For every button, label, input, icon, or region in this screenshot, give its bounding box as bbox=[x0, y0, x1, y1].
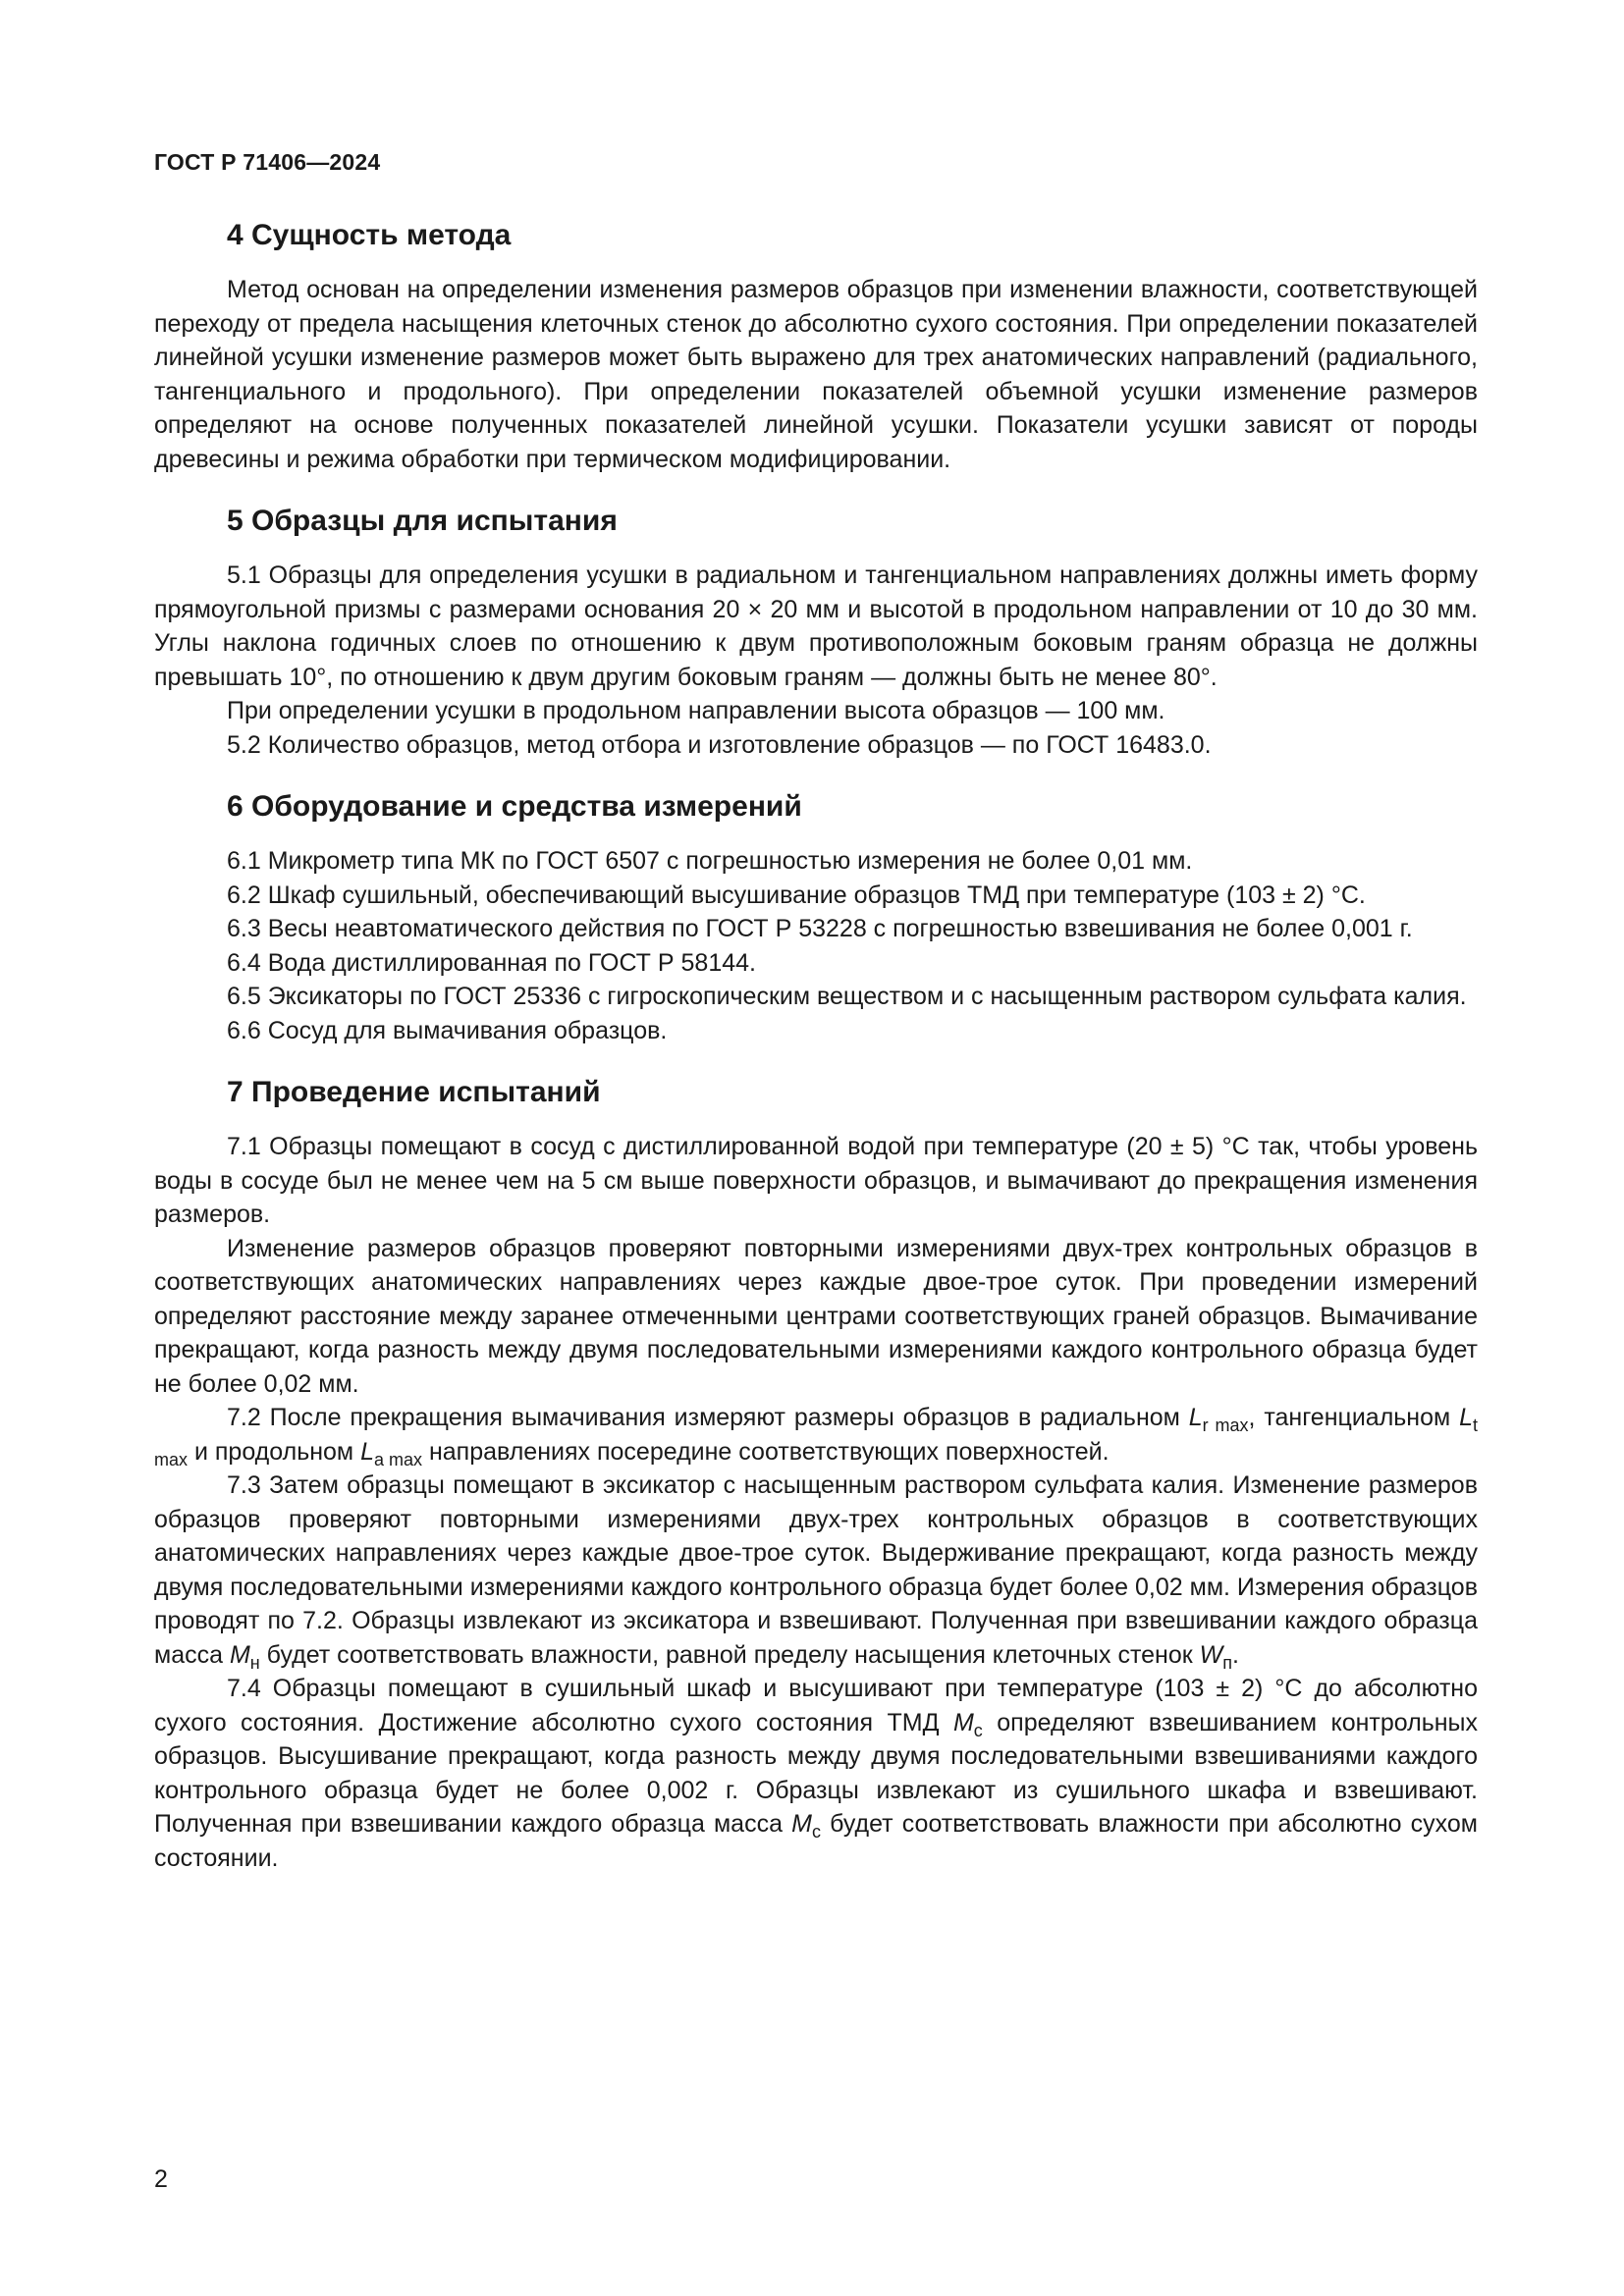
paragraph-5-1-longitudinal: При определении усушки в продольном направлении высота образцов — 100 мм. bbox=[227, 697, 1165, 724]
paragraph-7-2: 7.2 После прекращения вымачивания измеряют размеры образцов в радиальном $L_{r max}$, тангенциальном $L_{t max}$ и продольном $L_{a max}$ направлениях посередине соответствующих поверхностей. bbox=[154, 1404, 1478, 1469]
paragraph-6-1: 6.1 Микрометр типа МК по ГОСТ 6507 с погрешностью измерения не более 0,01 мм. bbox=[227, 847, 1193, 875]
paragraph-7-4: 7.4 Образцы помещают в сушильный шкаф и высушивают при температуре (103 ± 2) °С до абсолютно сухого состояния. Достижение абсолютно сухого состояния ТМД $M_c$ определяют взвешиванием контрольных образцов. Высушивание прекращают, когда разность между двумя последовательными взвешиваниями каждого контрольного образца будет не более 0,002 г. Образцы извлекают из сушильного шкафа и взвешивают. Полученная при взвешивании каждого образца масса $M_c$ будет соответствовать влажности при абсолютно сухом состоянии. bbox=[154, 1675, 1478, 1872]
paragraph-6-2: 6.2 Шкаф сушильный, обеспечивающий высушивание образцов ТМД при температуре (103 ± 2) °С. bbox=[227, 881, 1366, 909]
var-m-c: M bbox=[952, 1708, 974, 1736]
section-6-title: 6 Оборудование и средства измерений bbox=[227, 790, 802, 823]
var-l-a: L bbox=[360, 1437, 374, 1466]
section-5-title: 5 Образцы для испытания bbox=[227, 505, 618, 537]
var-w-p: W bbox=[1199, 1640, 1223, 1669]
section-7-title: 7 Проведение испытаний bbox=[227, 1076, 601, 1108]
paragraph-6-3: 6.3 Весы неавтоматического действия по ГОСТ Р 53228 с погрешностью взвешивания не более 0,001 г. bbox=[227, 915, 1413, 942]
paragraph-7-1: 7.1 Образцы помещают в сосуд с дистиллированной водой при температуре (20 ± 5) °С так, чтобы уровень воды в сосуде был не менее чем на 5 см выше поверхности образцов, и вымачивают до прекращения изменения размеров. bbox=[154, 1133, 1478, 1228]
page-number: 2 bbox=[154, 2165, 168, 2193]
paragraph-6-4: 6.4 Вода дистиллированная по ГОСТ Р 58144. bbox=[227, 948, 756, 977]
paragraph-7-1-control: Изменение размеров образцов проверяют повторными измерениями двух-трех контрольных образцов в соответствующих анатомических направлениях через каждые двое-трое суток. При проведении измерений определяют расстояние между заранее отмеченными центрами соответствующих граней образцов. Вымачивание прекращают, когда разность между двумя последовательными измерениями каждого контрольного образца будет не более 0,02 мм. bbox=[154, 1234, 1478, 1398]
standard-header: ГОСТ Р 71406—2024 bbox=[154, 149, 381, 175]
var-l-r: L bbox=[1188, 1404, 1203, 1431]
page-content bbox=[154, 216, 1478, 1875]
section-4-title: 4 Сущность метода bbox=[227, 219, 512, 251]
paragraph-7-3: 7.3 Затем образцы помещают в эксикатор с насыщенным раствором сульфата калия. Изменение размеров образцов проверяют повторными измерениями двух-трех контрольных образцов в соответствующих анатомических направлениях через каждые двое-трое суток. Выдерживание прекращают, когда разность между двумя последовательными измерениями каждого контрольного образца будет более 0,02 мм. Измерения образцов проводят по 7.2. Образцы извлекают из эксикатора и взвешивают. Полученная при взвешивании каждого образца масса $M_н$ будет соответствовать влажности, равной пределу насыщения клеточных стенок $W_п$. bbox=[154, 1471, 1478, 1673]
section-4-paragraph: Метод основан на определении изменения размеров образцов при изменении влажности, соответствующей переходу от предела насыщения клеточных стенок до абсолютно сухого состояния. При определении показателей линейной усушки изменение размеров может быть выражено для трех анатомических направлений (радиального, тангенциального и продольного). При определении показателей объемной усушки изменение размеров определяют на основе полученных показателей линейной усушки. Показатели усушки зависят от породы древесины и режима обработки при термическом модифицировании. bbox=[154, 276, 1478, 473]
paragraph-6-6: 6.6 Сосуд для вымачивания образцов. bbox=[227, 1016, 668, 1044]
var-m-n: M bbox=[229, 1640, 250, 1669]
var-l-t: L bbox=[1459, 1404, 1473, 1431]
paragraph-5-2: 5.2 Количество образцов, метод отбора и изготовление образцов — по ГОСТ 16483.0. bbox=[227, 730, 1212, 759]
var-m-c-2: M bbox=[791, 1810, 812, 1838]
paragraph-5-1: 5.1 Образцы для определения усушки в радиальном и тангенциальном направлениях должны иметь форму прямоугольной призмы с размерами основания 20 × 20 мм и высотой в продольном направлении от 10 до 30 мм. Углы наклона годичных слоев по отношению к двум противоположным боковым граням образца не должны превышать 10°, по отношению к двум другим боковым граням — должны быть не менее 80°. bbox=[154, 561, 1478, 691]
paragraph-6-5: 6.5 Эксикаторы по ГОСТ 25336 с гигроскопическим веществом и с насыщенным раствором сульфата калия. bbox=[227, 983, 1467, 1010]
